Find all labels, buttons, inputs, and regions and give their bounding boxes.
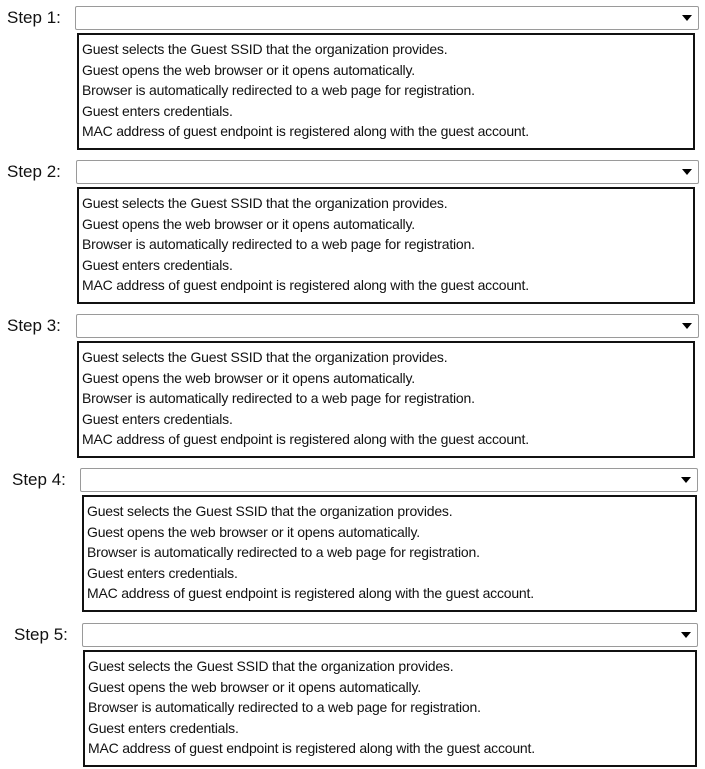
option-item[interactable]: MAC address of guest endpoint is registered along with the guest account. xyxy=(88,740,535,756)
option-item[interactable]: Browser is automatically redirected to a web page for registration. xyxy=(82,236,475,252)
step-4-dropdown[interactable] xyxy=(80,468,698,492)
option-item[interactable]: Guest selects the Guest SSID that the organization provides. xyxy=(87,503,453,519)
option-item[interactable]: Guest selects the Guest SSID that the organization provides. xyxy=(82,41,448,57)
option-item[interactable]: Guest enters credentials. xyxy=(87,564,238,581)
option-item[interactable]: Guest enters credentials. xyxy=(82,410,233,427)
option-item[interactable]: Browser is automatically redirected to a web page for registration. xyxy=(88,699,481,715)
option-item[interactable]: Guest enters credentials. xyxy=(88,719,239,736)
option-item[interactable]: Guest selects the Guest SSID that the organization provides. xyxy=(82,195,448,211)
option-item[interactable]: Browser is automatically redirected to a web page for registration. xyxy=(87,544,480,560)
chevron-down-icon[interactable] xyxy=(681,632,691,638)
step-4-options-list[interactable] xyxy=(82,495,697,612)
option-item[interactable]: MAC address of guest endpoint is registered along with the guest account. xyxy=(82,277,529,293)
step-label: Step 4: xyxy=(12,470,66,489)
step-1-dropdown[interactable] xyxy=(75,6,699,30)
option-item[interactable]: Guest opens the web browser or it opens automatically. xyxy=(82,369,415,386)
option-item[interactable]: MAC address of guest endpoint is registered along with the guest account. xyxy=(82,431,529,447)
option-item[interactable]: Guest opens the web browser or it opens automatically. xyxy=(82,61,415,78)
step-label: Step 2: xyxy=(7,162,61,181)
step-label: Step 3: xyxy=(7,316,61,335)
step-1-options-list[interactable] xyxy=(77,33,695,150)
option-item[interactable]: Browser is automatically redirected to a web page for registration. xyxy=(82,390,475,406)
step-5-options-list[interactable] xyxy=(83,650,697,767)
option-item[interactable]: Guest selects the Guest SSID that the organization provides. xyxy=(88,658,454,674)
chevron-down-icon[interactable] xyxy=(681,477,691,483)
option-item[interactable]: Guest selects the Guest SSID that the organization provides. xyxy=(82,349,448,365)
step-3-options-list[interactable] xyxy=(77,341,695,458)
step-2-dropdown[interactable] xyxy=(76,160,699,184)
option-item[interactable]: Guest opens the web browser or it opens automatically. xyxy=(88,678,421,695)
chevron-down-icon[interactable] xyxy=(682,323,692,329)
option-item[interactable]: Guest opens the web browser or it opens automatically. xyxy=(82,215,415,232)
chevron-down-icon[interactable] xyxy=(682,15,692,21)
option-item[interactable]: MAC address of guest endpoint is registered along with the guest account. xyxy=(87,585,534,601)
step-5-dropdown[interactable] xyxy=(82,623,698,647)
option-item[interactable]: Browser is automatically redirected to a web page for registration. xyxy=(82,82,475,98)
option-item[interactable]: Guest enters credentials. xyxy=(82,102,233,119)
option-item[interactable]: MAC address of guest endpoint is registered along with the guest account. xyxy=(82,123,529,139)
step-label: Step 5: xyxy=(14,625,68,644)
step-3-dropdown[interactable] xyxy=(76,314,699,338)
chevron-down-icon[interactable] xyxy=(682,169,692,175)
step-2-options-list[interactable] xyxy=(77,187,695,304)
option-item[interactable]: Guest enters credentials. xyxy=(82,256,233,273)
option-item[interactable]: Guest opens the web browser or it opens automatically. xyxy=(87,523,420,540)
step-label: Step 1: xyxy=(7,8,61,27)
